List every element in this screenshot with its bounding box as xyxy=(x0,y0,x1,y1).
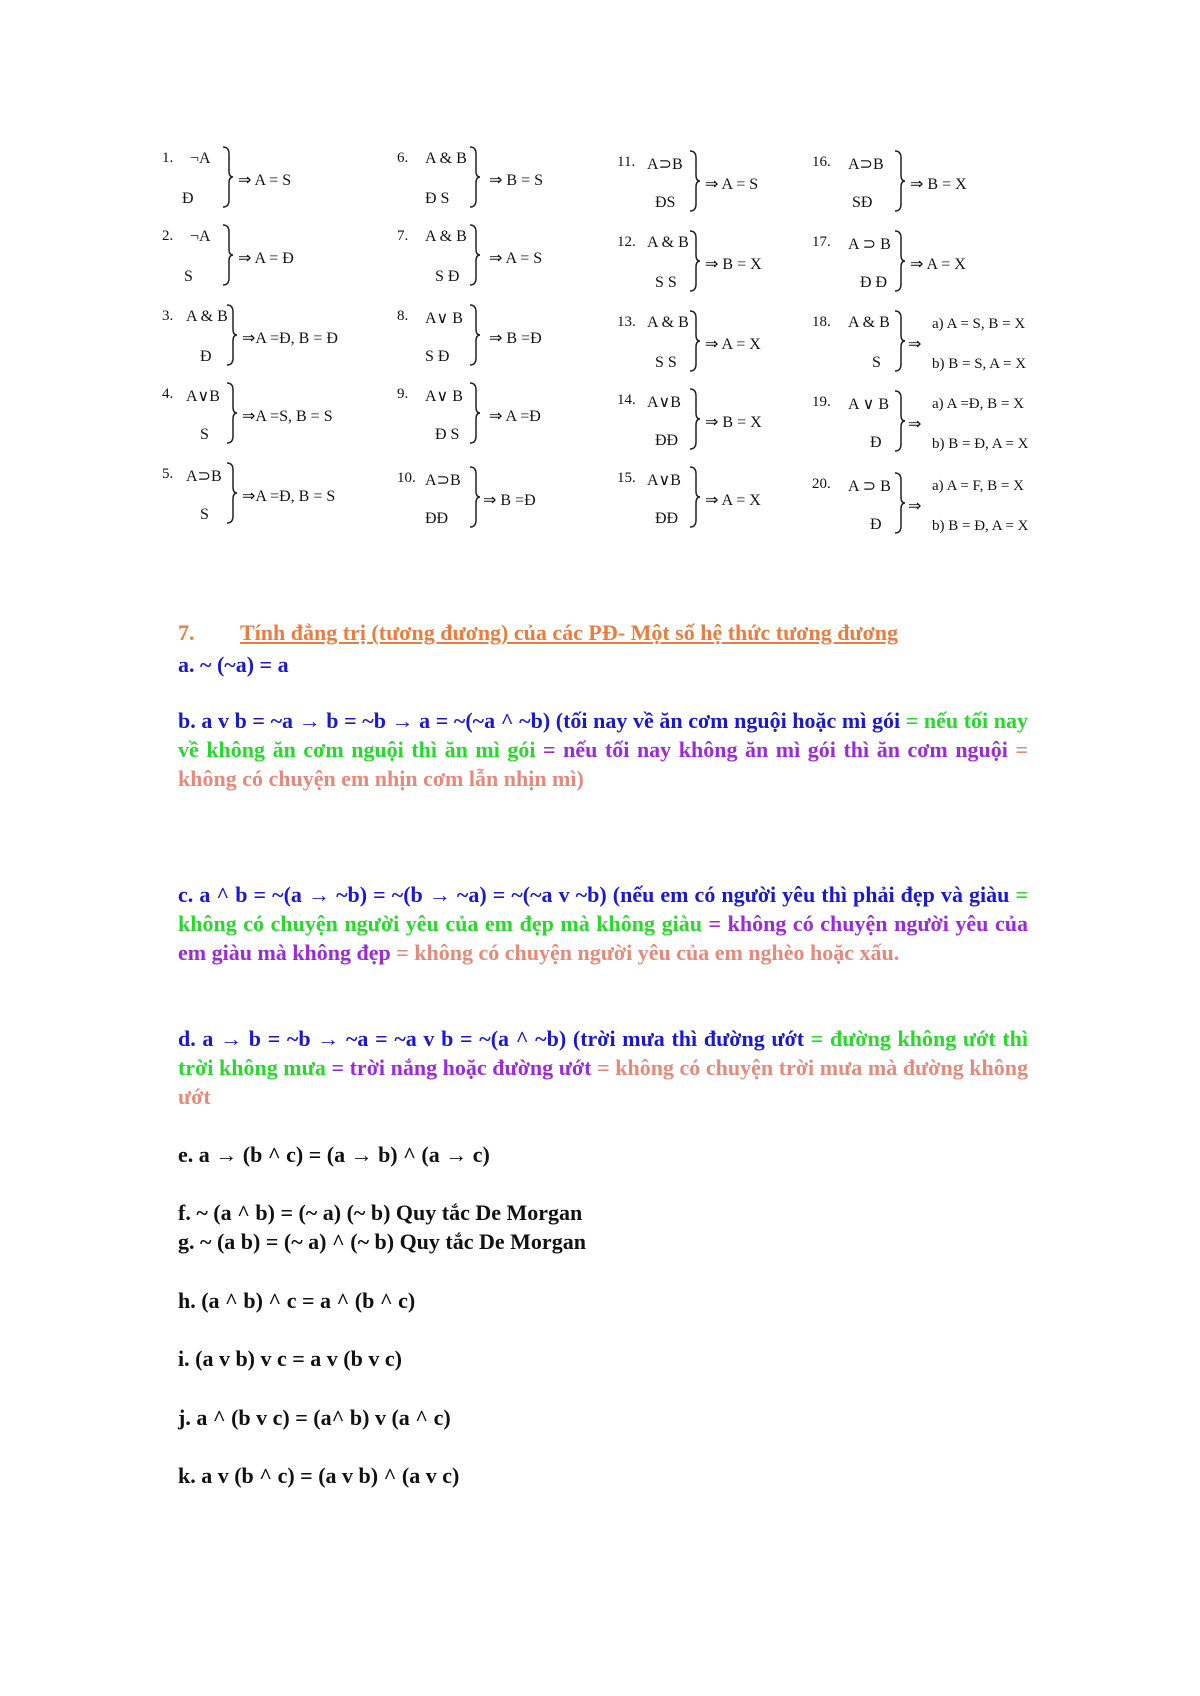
inference-rules-grid xyxy=(150,138,1050,590)
rule-number: 5. xyxy=(162,466,174,482)
rule-number: 6. xyxy=(397,150,409,166)
rule-18 xyxy=(800,302,1050,382)
rule-option-a: a) A = S, B = X xyxy=(932,316,1026,332)
brace-icon xyxy=(894,230,906,292)
brace-icon xyxy=(689,150,701,212)
rule-number: 8. xyxy=(397,308,409,324)
rule-option-a: a) A = F, B = X xyxy=(932,478,1024,494)
formula-b-expression: b. a v b = ~a → b = ~b → a = ~(~a ^ ~b) xyxy=(178,708,551,733)
formula-f: f. ~ (a ^ b) = (~ a) (~ b) Quy tắc De Morgan xyxy=(178,1200,583,1225)
rule-premise-1: A ⊃ B xyxy=(848,478,891,495)
brace-icon xyxy=(469,304,481,366)
formula-h: h. (a ^ b) ^ c = a ^ (b ^ c) xyxy=(178,1288,416,1313)
rule-19 xyxy=(800,382,1050,462)
rule-premise-2: SĐ xyxy=(852,194,873,211)
rule-2 xyxy=(150,216,365,296)
rule-premise-2: Đ xyxy=(200,348,212,365)
rule-arrow: ⇒ xyxy=(908,498,922,515)
rule-premise-2: ĐĐ xyxy=(425,510,449,527)
rule-conclusion: ⇒ B = X xyxy=(910,176,967,193)
brace-icon xyxy=(894,150,906,212)
rule-12 xyxy=(605,222,820,302)
rule-premise-2: Đ xyxy=(870,434,882,451)
rule-premise-1: A∨B xyxy=(647,472,681,489)
formula-b-example-3: = nếu tối nay không ăn mì gói thì ăn cơm nguội xyxy=(535,737,1008,762)
rule-number: 14. xyxy=(617,392,636,408)
rule-number: 13. xyxy=(617,314,636,330)
brace-icon xyxy=(469,466,481,528)
rule-14 xyxy=(605,380,820,460)
rule-1 xyxy=(150,138,365,218)
rule-conclusion: ⇒ B =Đ xyxy=(483,492,536,509)
rule-premise-1: A & B xyxy=(647,314,689,331)
rule-premise-2: Đ xyxy=(182,190,194,207)
rule-premise-1: A & B xyxy=(425,228,467,245)
formula-j: j. a ^ (b v c) = (a^ b) v (a ^ c) xyxy=(178,1405,451,1430)
rule-number: 12. xyxy=(617,234,636,250)
rule-17 xyxy=(800,222,1015,302)
rule-number: 19. xyxy=(812,394,831,410)
rule-11 xyxy=(605,142,820,222)
rule-premise-1: A & B xyxy=(425,150,467,167)
formula-k: k. a v (b ^ c) = (a v b) ^ (a v c) xyxy=(178,1463,460,1488)
rule-premise-1: ¬A xyxy=(190,150,211,167)
brace-icon xyxy=(469,146,481,208)
rule-conclusion: ⇒ A = X xyxy=(705,336,761,353)
rule-conclusion: ⇒ B = S xyxy=(489,172,543,189)
brace-icon xyxy=(689,466,701,528)
section-number: 7. xyxy=(178,620,195,645)
rule-premise-1: A ⊃ B xyxy=(848,236,891,253)
rule-premise-1: A∨B xyxy=(647,394,681,411)
brace-icon xyxy=(894,310,906,372)
formula-d-example-1: (trời mưa thì đường ướt xyxy=(566,1026,805,1051)
formula-b-example-2: = nếu tối nay về không ăn cơm nguội thì ăn mì gói xyxy=(178,708,1028,762)
rule-premise-1: A & B xyxy=(647,234,689,251)
brace-icon xyxy=(222,146,234,208)
brace-icon xyxy=(689,388,701,450)
formula-i: i. (a v b) v c = a v (b v c) xyxy=(178,1346,402,1371)
rule-number: 9. xyxy=(397,386,409,402)
rule-conclusion: ⇒ A = X xyxy=(910,256,966,273)
rule-premise-2: ĐĐ xyxy=(655,432,679,449)
rule-premise-2: Đ S xyxy=(435,426,460,443)
formula-b-example-4: = không có chuyện em nhịn cơm lẫn nhịn mì) xyxy=(178,737,1029,791)
rule-16 xyxy=(800,142,1015,222)
rule-premise-2: S S xyxy=(655,274,677,291)
rule-number: 16. xyxy=(812,154,831,170)
rule-conclusion: ⇒ A = S xyxy=(489,250,543,267)
rule-premise-1: A & B xyxy=(848,314,890,331)
rule-9 xyxy=(385,374,600,454)
rule-number: 1. xyxy=(162,150,174,166)
brace-icon xyxy=(469,224,481,286)
formula-g: g. ~ (a b) = (~ a) ^ (~ b) Quy tắc De Morgan xyxy=(178,1229,586,1254)
rule-13 xyxy=(605,302,820,382)
rule-15 xyxy=(605,458,820,538)
formula-d-expression: d. a → b = ~b → ~a = ~a v b = ~(a ^ ~b) xyxy=(178,1026,567,1051)
rule-conclusion: ⇒ A = S xyxy=(705,176,759,193)
rule-premise-2: ĐĐ xyxy=(655,510,679,527)
rule-number: 17. xyxy=(812,234,831,250)
rule-premise-2: S S xyxy=(655,354,677,371)
rule-option-a: a) A =Đ, B = X xyxy=(932,396,1024,412)
rule-conclusion: ⇒A =Đ, B = S xyxy=(242,488,336,505)
rule-premise-2: S xyxy=(184,268,193,285)
rule-premise-1: ¬A xyxy=(190,228,211,245)
formula-c-example-1: (nếu em có người yêu thì phải đẹp và giàu xyxy=(606,882,1010,907)
rule-premise-1: A⊃B xyxy=(647,156,683,173)
rule-premise-2: S Đ xyxy=(435,268,460,285)
formula-c-expression: c. a ^ b = ~(a → ~b) = ~(b → ~a) = ~(~a v ~b) xyxy=(178,882,607,907)
rule-premise-2: S xyxy=(200,426,209,443)
brace-icon xyxy=(469,382,481,444)
rule-4 xyxy=(150,374,365,454)
rule-7 xyxy=(385,216,600,296)
rule-20 xyxy=(800,464,1050,544)
formula-b xyxy=(178,706,1028,793)
formula-c-example-3: = không có chuyện người yêu của em giàu mà không đẹp xyxy=(178,911,1028,965)
formula-d-example-2: = đường không ướt thì trời không mưa xyxy=(178,1026,1028,1080)
rule-option-b: b) B = S, A = X xyxy=(932,356,1027,372)
rule-premise-1: A⊃B xyxy=(425,472,461,489)
rule-option-b: b) B = Đ, A = X xyxy=(932,436,1029,452)
rule-number: 7. xyxy=(397,228,409,244)
rule-premise-2: S xyxy=(200,506,209,523)
formula-d xyxy=(178,1024,1028,1111)
rule-5 xyxy=(150,454,365,534)
rule-arrow: ⇒ xyxy=(908,336,922,353)
brace-icon xyxy=(226,462,238,524)
rule-option-b: b) B = Đ, A = X xyxy=(932,518,1029,534)
formula-b-example-1: (tối nay về ăn cơm nguội hoặc mì gói xyxy=(550,708,901,733)
formula-d-example-4: = không có chuyện trời mưa mà đường không ướt xyxy=(178,1055,1028,1109)
rule-premise-1: A⊃B xyxy=(186,468,222,485)
rule-premise-1: A∨ B xyxy=(425,310,463,327)
rule-number: 3. xyxy=(162,308,174,324)
section-title: Tính đẳng trị (tương đương) của các PĐ- Một số hệ thức tương đương xyxy=(240,620,899,645)
formula-a: a. ~ (~a) = a xyxy=(178,652,289,677)
rule-number: 2. xyxy=(162,228,174,244)
rule-premise-2: Đ Đ xyxy=(860,274,888,291)
rule-conclusion: ⇒ B = X xyxy=(705,256,762,273)
rule-6 xyxy=(385,138,600,218)
rule-conclusion: ⇒ B = X xyxy=(705,414,762,431)
rule-conclusion: ⇒ A =Đ xyxy=(489,408,541,425)
rule-conclusion: ⇒ A = X xyxy=(705,492,761,509)
brace-icon xyxy=(226,382,238,444)
rule-number: 20. xyxy=(812,476,831,492)
rule-number: 11. xyxy=(617,154,636,170)
rule-8 xyxy=(385,296,600,376)
formula-c-example-4: = không có chuyện người yêu của em nghèo hoặc xấu. xyxy=(390,940,900,965)
rule-premise-2: S Đ xyxy=(425,348,450,365)
formula-c xyxy=(178,880,1028,967)
brace-icon xyxy=(689,230,701,292)
brace-icon xyxy=(226,304,238,366)
formula-e: e. a → (b ^ c) = (a → b) ^ (a → c) xyxy=(178,1142,490,1167)
rule-10 xyxy=(385,458,600,538)
rule-premise-1: A∨ B xyxy=(425,388,463,405)
rule-premise-1: A & B xyxy=(186,308,228,325)
rule-premise-2: Đ S xyxy=(425,190,450,207)
rule-premise-1: A⊃B xyxy=(848,156,884,173)
brace-icon xyxy=(894,390,906,452)
rule-number: 4. xyxy=(162,386,174,402)
rule-premise-2: Đ xyxy=(870,516,882,533)
brace-icon xyxy=(222,224,234,286)
brace-icon xyxy=(689,310,701,372)
brace-icon xyxy=(894,472,906,534)
rule-conclusion: ⇒A =Đ, B = Đ xyxy=(242,330,338,347)
section-heading xyxy=(178,620,898,646)
rule-conclusion: ⇒ A = Đ xyxy=(238,250,294,267)
rule-number: 10. xyxy=(397,470,416,486)
rule-premise-1: A ∨ B xyxy=(848,396,890,413)
formula-c-example-2: = không có chuyện người yêu của em đẹp mà không giàu xyxy=(178,882,1028,936)
rule-number: 15. xyxy=(617,470,636,486)
rule-premise-1: A∨B xyxy=(186,388,220,405)
rule-conclusion: ⇒ B =Đ xyxy=(489,330,542,347)
rule-conclusion: ⇒A =S, B = S xyxy=(242,408,333,425)
rule-number: 18. xyxy=(812,314,831,330)
formula-d-example-3: = trời nắng hoặc đường ướt xyxy=(325,1055,592,1080)
rule-premise-2: S xyxy=(872,354,881,371)
rule-conclusion: ⇒ A = S xyxy=(238,172,292,189)
rule-3 xyxy=(150,296,365,376)
rule-arrow: ⇒ xyxy=(908,416,922,433)
rule-premise-2: ĐS xyxy=(655,194,676,211)
